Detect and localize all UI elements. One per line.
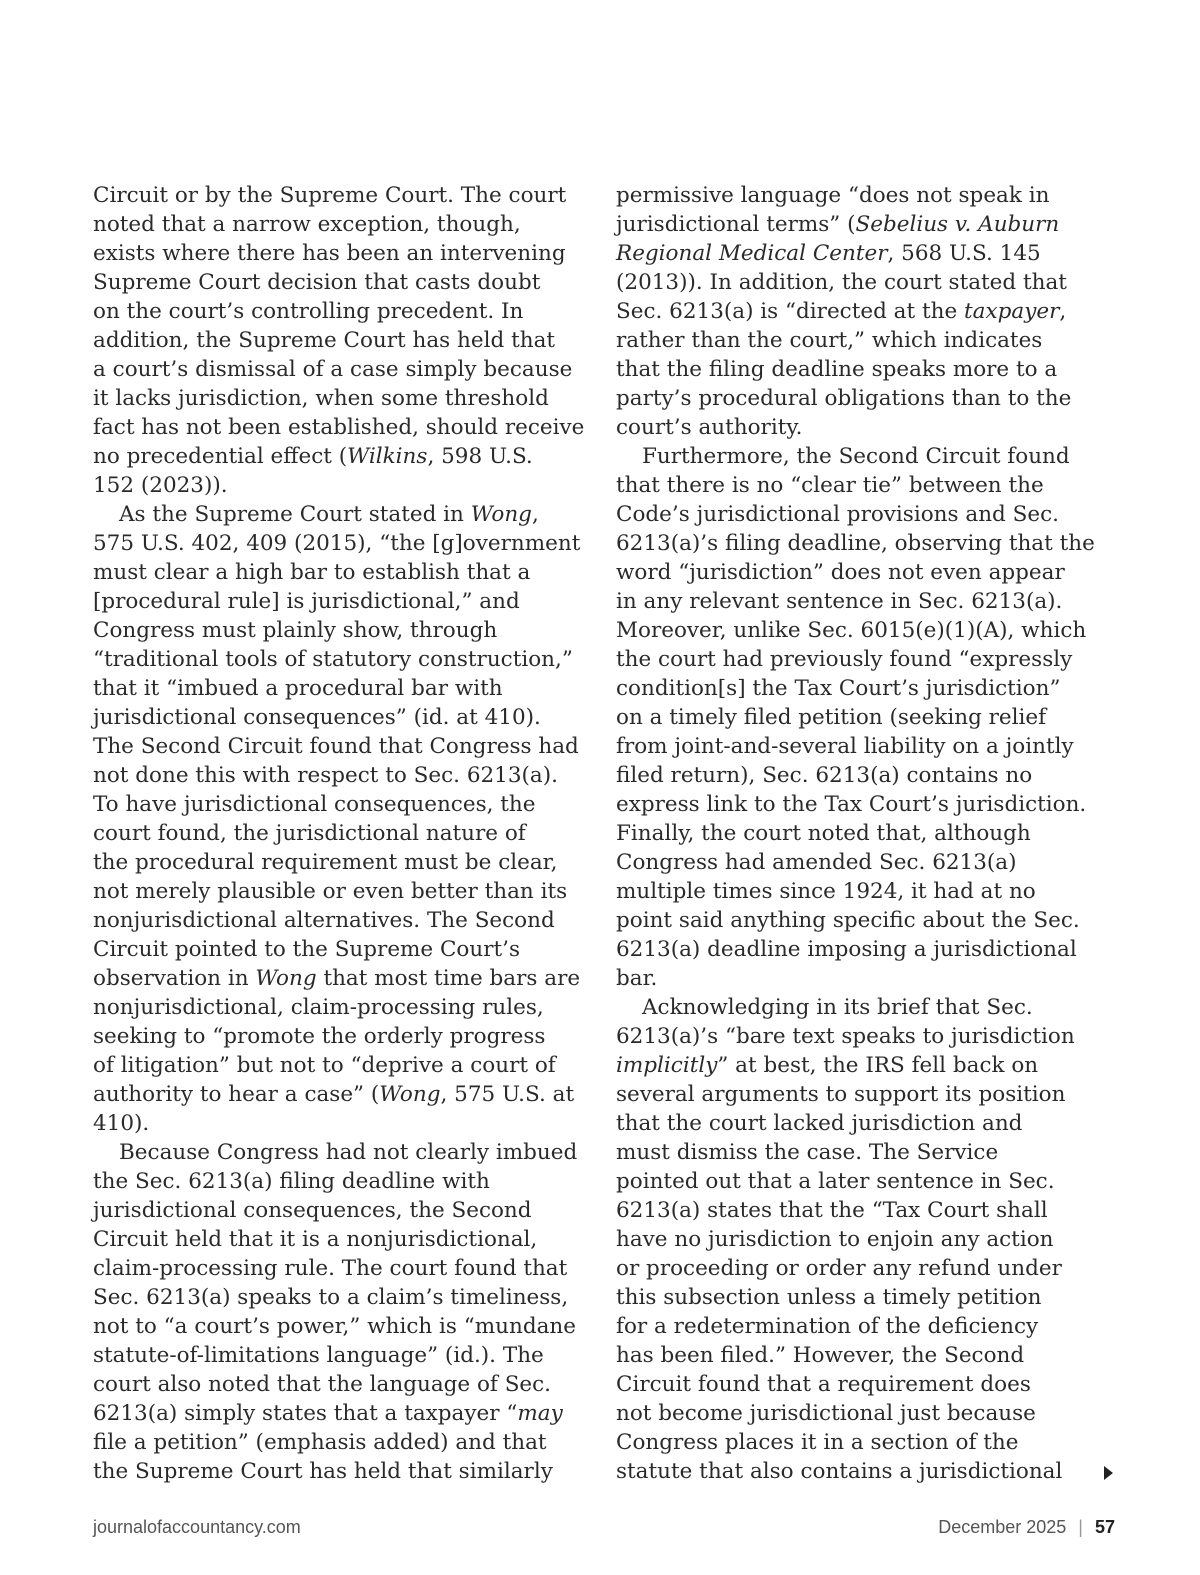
text-line (93, 1138, 593, 1167)
text-line (93, 413, 593, 442)
text-line (93, 210, 593, 239)
text-segment: Moreover, unlike Sec. 6015(e)(1)(A), which (616, 618, 1087, 643)
text-segment: [procedural rule] is jurisdictional,” and (93, 589, 520, 614)
text-segment: condition[s] the Tax Court’s jurisdiction” (616, 676, 1061, 701)
text-line (616, 674, 1106, 703)
text-segment: that most time bars are (316, 966, 581, 991)
text-line (93, 558, 593, 587)
italic-citation: Regional Medical Center (616, 241, 888, 266)
text-segment: filed return), Sec. 6213(a) contains no (616, 763, 1033, 788)
text-line (616, 1399, 1106, 1428)
text-line (616, 1457, 1106, 1486)
right-column (616, 181, 1106, 1486)
text-line (616, 413, 1106, 442)
continue-arrow-icon (1104, 1466, 1113, 1480)
text-segment: in any relevant sentence in Sec. 6213(a). (616, 589, 1063, 614)
text-line (616, 326, 1106, 355)
text-line (616, 935, 1106, 964)
text-segment: the Sec. 6213(a) filing deadline with (93, 1169, 490, 1194)
text-segment: Acknowledging in its brief that Sec. (642, 995, 1033, 1020)
text-segment: jurisdictional consequences, the Second (93, 1198, 532, 1223)
text-segment: word “jurisdiction” does not even appear (616, 560, 1065, 585)
text-segment: Congress places it in a section of the (616, 1430, 1019, 1455)
text-line (93, 1051, 593, 1080)
text-line (93, 877, 593, 906)
text-segment: that the court lacked jurisdiction and (616, 1111, 1023, 1136)
text-line (616, 297, 1106, 326)
text-line (616, 906, 1106, 935)
text-line (93, 326, 593, 355)
text-line (616, 210, 1106, 239)
text-segment: The Second Circuit found that Congress had (93, 734, 579, 759)
text-line (616, 1138, 1106, 1167)
text-line (616, 355, 1106, 384)
text-segment: As the Supreme Court stated in (119, 502, 471, 527)
text-line (93, 1022, 593, 1051)
text-segment: 152 (2023)). (93, 473, 228, 498)
text-line (616, 1254, 1106, 1283)
text-line (616, 471, 1106, 500)
text-segment: must dismiss the case. The Service (616, 1140, 999, 1165)
text-segment: it lacks jurisdiction, when some threshold (93, 386, 549, 411)
text-segment: Sec. 6213(a) speaks to a claim’s timeliness, (93, 1285, 569, 1310)
text-segment: authority to hear a case” ( (93, 1082, 380, 1107)
text-segment: Finally, the court noted that, although (616, 821, 1031, 846)
text-line (616, 848, 1106, 877)
text-line (93, 732, 593, 761)
page-footer (93, 1517, 1115, 1545)
text-line (93, 1196, 593, 1225)
text-line (616, 1022, 1106, 1051)
text-line (616, 587, 1106, 616)
text-line (616, 1428, 1106, 1457)
text-line (616, 1051, 1106, 1080)
text-segment: , (531, 502, 539, 527)
text-segment: point said anything specific about the Sec. (616, 908, 1080, 933)
text-line (616, 1109, 1106, 1138)
text-segment: 6213(a) deadline imposing a jurisdictional (616, 937, 1077, 962)
text-segment: from joint-and-several liability on a jointly (616, 734, 1074, 759)
text-line (616, 993, 1106, 1022)
text-segment: court’s authority. (616, 415, 803, 440)
text-line (93, 906, 593, 935)
text-segment: has been filed.” However, the Second (616, 1343, 1025, 1368)
text-line (93, 471, 593, 500)
text-line (93, 703, 593, 732)
text-line (93, 1428, 593, 1457)
text-segment: the court had previously found “expressly (616, 647, 1073, 672)
text-segment: no precedential effect ( (93, 444, 348, 469)
text-line (93, 181, 593, 210)
text-segment: that the filing deadline speaks more to a (616, 357, 1058, 382)
text-segment: that it “imbued a procedural bar with (93, 676, 503, 701)
text-segment: not become jurisdictional just because (616, 1401, 1036, 1426)
text-segment: must clear a high bar to establish that a (93, 560, 531, 585)
text-line (93, 1370, 593, 1399)
text-line (616, 239, 1106, 268)
text-line (616, 1283, 1106, 1312)
text-segment: statute-of-limitations language” (id.). The (93, 1343, 544, 1368)
text-line (93, 935, 593, 964)
text-segment: or proceeding or order any refund under (616, 1256, 1062, 1281)
text-line (93, 1399, 593, 1428)
text-line (93, 616, 593, 645)
text-line (616, 1341, 1106, 1370)
text-segment: Congress had amended Sec. 6213(a) (616, 850, 1017, 875)
text-segment: a court’s dismissal of a case simply because (93, 357, 573, 382)
text-segment: of litigation” but not to “deprive a court of (93, 1053, 556, 1078)
text-segment: this subsection unless a timely petition (616, 1285, 1042, 1310)
text-line (616, 1080, 1106, 1109)
text-line (616, 1196, 1106, 1225)
text-line (616, 529, 1106, 558)
text-segment: not done this with respect to Sec. 6213(a). (93, 763, 558, 788)
text-segment: To have jurisdictional consequences, the (93, 792, 536, 817)
text-segment: claim-processing rule. The court found that (93, 1256, 568, 1281)
text-segment: not to “a court’s power,” which is “mundane (93, 1314, 577, 1339)
text-segment: , 598 U.S. (427, 444, 533, 469)
text-line (93, 1254, 593, 1283)
footer-separator: | (1078, 1517, 1083, 1537)
text-line (616, 790, 1106, 819)
text-segment: 575 U.S. 402, 409 (2015), “the [g]overnment (93, 531, 581, 556)
text-segment: statute that also contains a jurisdictional (616, 1459, 1063, 1484)
text-line (616, 1225, 1106, 1254)
text-segment: nonjurisdictional alternatives. The Second (93, 908, 555, 933)
text-line (616, 645, 1106, 674)
text-segment: Code’s jurisdictional provisions and Sec. (616, 502, 1059, 527)
text-segment: 6213(a) simply states that a taxpayer “ (93, 1401, 518, 1426)
text-line (93, 1341, 593, 1370)
text-line (93, 848, 593, 877)
text-segment: Circuit or by the Supreme Court. The court (93, 183, 567, 208)
text-line (93, 587, 593, 616)
text-segment: , 575 U.S. at (440, 1082, 575, 1107)
text-line (616, 703, 1106, 732)
text-segment: permissive language “does not speak in (616, 183, 1050, 208)
text-segment: several arguments to support its position (616, 1082, 1066, 1107)
text-segment: jurisdictional consequences” (id. at 410). (93, 705, 541, 730)
text-segment: express link to the Tax Court’s jurisdiction. (616, 792, 1087, 817)
italic-citation: taxpayer (964, 299, 1060, 324)
text-line (93, 1167, 593, 1196)
text-segment: court also noted that the language of Sec. (93, 1372, 552, 1397)
text-segment: the procedural requirement must be clear, (93, 850, 558, 875)
text-segment: court found, the jurisdictional nature of (93, 821, 526, 846)
footer-site-url[interactable]: journalofaccountancy.com (93, 1517, 301, 1537)
text-segment: the Supreme Court has held that similarly (93, 1459, 553, 1484)
text-segment: have no jurisdiction to enjoin any action (616, 1227, 1054, 1252)
text-line (93, 674, 593, 703)
text-line (616, 819, 1106, 848)
text-segment: , (1059, 299, 1067, 324)
text-segment: on a timely filed petition (seeking relief (616, 705, 1047, 730)
text-line (93, 1109, 593, 1138)
text-segment: Circuit found that a requirement does (616, 1372, 1031, 1397)
text-segment: jurisdictional terms” ( (616, 212, 856, 237)
text-segment: ” at best, the IRS fell back on (717, 1053, 1039, 1078)
text-segment: Supreme Court decision that casts doubt (93, 270, 541, 295)
text-line (616, 964, 1106, 993)
text-segment: bar. (616, 966, 658, 991)
text-segment: Congress must plainly show, through (93, 618, 498, 643)
italic-citation: implicitly (616, 1053, 718, 1078)
text-line (93, 645, 593, 674)
text-segment: observation in (93, 966, 256, 991)
text-line (616, 732, 1106, 761)
text-segment: 6213(a)’s filing deadline, observing that the (616, 531, 1095, 556)
text-line (93, 761, 593, 790)
text-line (93, 790, 593, 819)
text-segment: file a petition” (emphasis added) and that (93, 1430, 547, 1455)
page-number: 57 (1094, 1517, 1115, 1537)
text-segment: “traditional tools of statutory construction,” (93, 647, 573, 672)
text-line (93, 529, 593, 558)
text-segment: for a redetermination of the deficiency (616, 1314, 1039, 1339)
text-line (93, 1283, 593, 1312)
text-segment: not merely plausible or even better than its (93, 879, 568, 904)
text-segment: nonjurisdictional, claim-processing rules, (93, 995, 544, 1020)
text-line (93, 355, 593, 384)
italic-citation: Wilkins (347, 444, 428, 469)
text-line (616, 616, 1106, 645)
text-line (93, 384, 593, 413)
text-line (93, 442, 593, 471)
text-line (616, 1370, 1106, 1399)
text-segment: seeking to “promote the orderly progress (93, 1024, 546, 1049)
italic-citation: Wong (470, 502, 532, 527)
text-segment: pointed out that a later sentence in Sec. (616, 1169, 1055, 1194)
footer-issue-info (938, 1517, 1115, 1538)
text-line (93, 993, 593, 1022)
text-segment: multiple times since 1924, it had at no (616, 879, 1036, 904)
text-line (616, 500, 1106, 529)
text-segment: 6213(a)’s “bare text speaks to jurisdiction (616, 1024, 1075, 1049)
text-segment: exists where there has been an intervening (93, 241, 566, 266)
italic-citation: may (517, 1401, 563, 1426)
text-line (616, 877, 1106, 906)
text-segment: that there is no “clear tie” between the (616, 473, 1044, 498)
text-segment: party’s procedural obligations than to the (616, 386, 1072, 411)
text-segment: , 568 U.S. 145 (887, 241, 1041, 266)
text-segment: Circuit held that it is a nonjurisdictional, (93, 1227, 538, 1252)
text-line (93, 239, 593, 268)
text-segment: 410). (93, 1111, 150, 1136)
italic-citation: Wong (379, 1082, 441, 1107)
text-line (93, 500, 593, 529)
text-segment: 6213(a) states that the “Tax Court shall (616, 1198, 1048, 1223)
text-segment: fact has not been established, should receive (93, 415, 585, 440)
text-line (616, 181, 1106, 210)
text-line (93, 819, 593, 848)
left-column (93, 181, 593, 1486)
text-segment: Because Congress had not clearly imbued (119, 1140, 578, 1165)
text-line (616, 384, 1106, 413)
footer-issue-date: December 2025 (938, 1517, 1067, 1537)
text-segment: Sec. 6213(a) is “directed at the (616, 299, 965, 324)
text-segment: Circuit pointed to the Supreme Court’s (93, 937, 521, 962)
text-line (616, 761, 1106, 790)
text-line (616, 442, 1106, 471)
text-segment: rather than the court,” which indicates (616, 328, 1043, 353)
italic-citation: Wong (255, 966, 317, 991)
text-line (93, 1312, 593, 1341)
text-line (93, 1080, 593, 1109)
text-line (616, 268, 1106, 297)
text-line (93, 1225, 593, 1254)
text-line (616, 1167, 1106, 1196)
text-line (93, 964, 593, 993)
text-line (93, 268, 593, 297)
text-segment: (2013)). In addition, the court stated that (616, 270, 1067, 295)
text-segment: Furthermore, the Second Circuit found (642, 444, 1070, 469)
text-segment: on the court’s controlling precedent. In (93, 299, 524, 324)
italic-citation: Sebelius v. Auburn (855, 212, 1060, 237)
text-line (616, 558, 1106, 587)
text-line (93, 297, 593, 326)
text-line (93, 1457, 593, 1486)
text-line (616, 1312, 1106, 1341)
text-segment: addition, the Supreme Court has held that (93, 328, 556, 353)
text-segment: noted that a narrow exception, though, (93, 212, 521, 237)
